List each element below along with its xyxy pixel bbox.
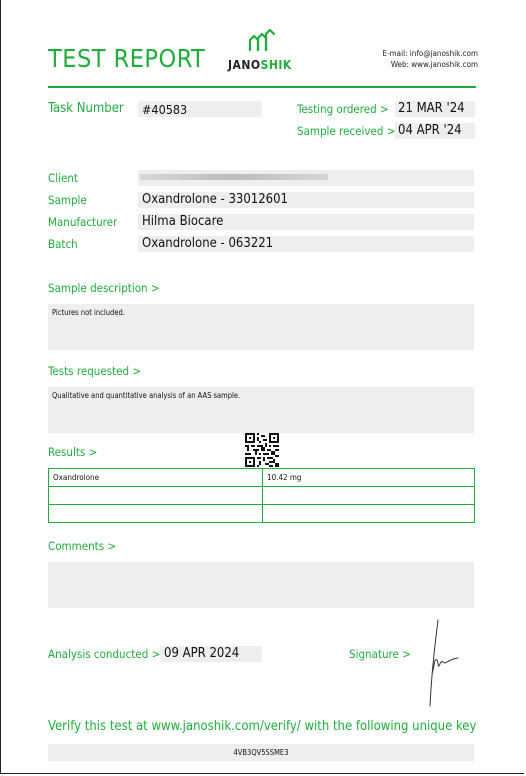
- manufacturer-label: Manufacturer: [48, 215, 118, 229]
- testing-ordered-value: 21 MAR '24: [398, 101, 465, 116]
- sample-description-label: Sample description >: [48, 281, 160, 295]
- results-label: Results >: [48, 445, 98, 459]
- sample-label: Sample: [48, 193, 87, 207]
- results-table: [48, 468, 475, 523]
- result-substance-cell: Oxandrolone: [49, 469, 263, 487]
- comments-label: Comments >: [48, 539, 117, 553]
- tests-requested-text: Qualitative and quantitative analysis of an AAS sample.: [52, 391, 241, 400]
- brand-logo-text: JANOSHIK: [228, 58, 292, 72]
- result-amount-cell: [263, 487, 475, 505]
- comments-box: [48, 562, 474, 608]
- manufacturer-value: Hilma Biocare: [142, 214, 224, 229]
- qr-code-icon: [245, 433, 279, 467]
- table-row: [49, 487, 475, 505]
- table-row: [49, 469, 475, 487]
- task-number-label: Task Number: [48, 101, 124, 116]
- janoshik-logo-icon: [248, 28, 276, 52]
- sample-value: Oxandrolone - 33012601: [142, 192, 288, 207]
- result-amount-cell: [263, 505, 475, 523]
- analysis-conducted-value: 09 APR 2024: [164, 646, 240, 661]
- report-title: TEST REPORT: [48, 44, 206, 73]
- contact-web: Web: www.janoshik.com: [390, 60, 478, 69]
- client-redacted-bar: [140, 174, 328, 180]
- result-substance-cell: [49, 505, 263, 523]
- table-row: [49, 505, 475, 523]
- task-number-value: #40583: [142, 102, 188, 117]
- unique-key-value: 4VB3QV5SSME3: [233, 748, 289, 757]
- testing-ordered-label: Testing ordered >: [297, 102, 389, 116]
- verify-instructions: Verify this test at www.janoshik.com/verify/ with the following unique key: [48, 719, 477, 734]
- batch-label: Batch: [48, 237, 78, 251]
- signature-mark: [420, 618, 470, 710]
- result-amount-cell: 10.42 mg: [263, 469, 475, 487]
- tests-requested-label: Tests requested >: [48, 364, 142, 378]
- batch-value: Oxandrolone - 063221: [142, 236, 274, 251]
- sample-description-text: Pictures not included.: [52, 308, 125, 317]
- analysis-conducted-label: Analysis conducted >: [48, 647, 161, 661]
- signature-label: Signature >: [349, 647, 411, 661]
- sample-received-label: Sample received >: [297, 124, 396, 138]
- contact-email: E-mail: info@janoshik.com: [382, 49, 478, 58]
- client-label: Client: [48, 171, 78, 185]
- result-substance-cell: [49, 487, 263, 505]
- header-divider: [48, 86, 476, 88]
- sample-received-value: 04 APR '24: [398, 123, 462, 138]
